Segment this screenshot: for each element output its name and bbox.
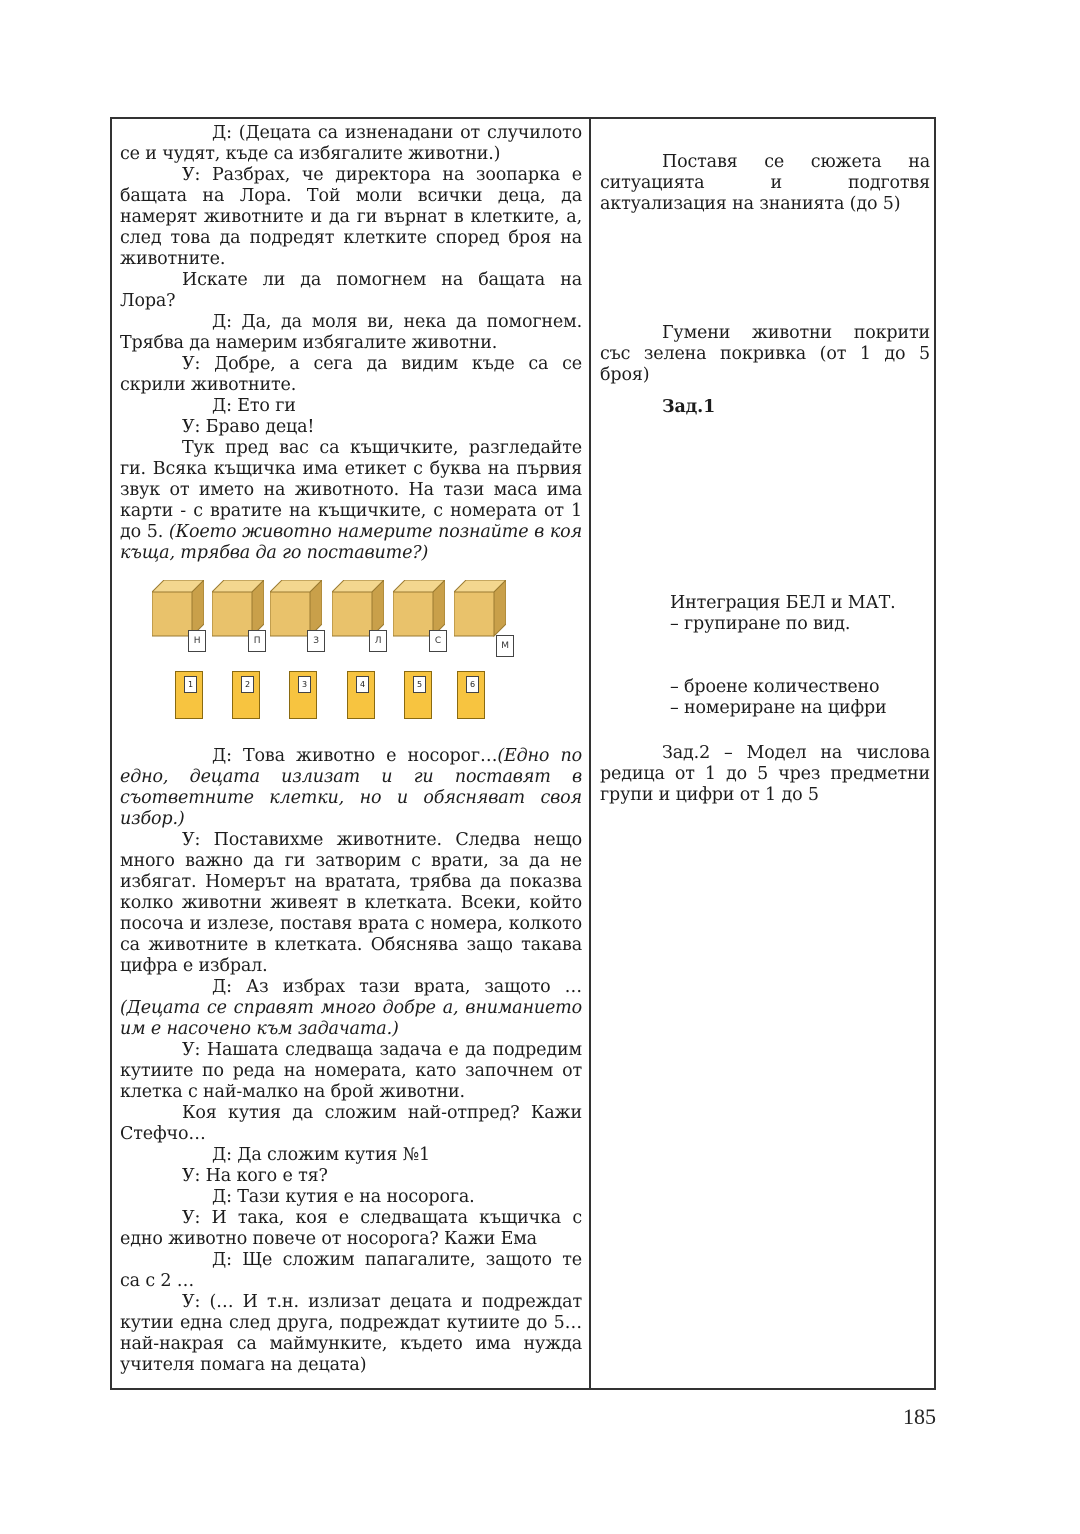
house-box [454, 580, 506, 638]
paragraph: Д: Ето ги [212, 396, 296, 416]
left-column [120, 123, 582, 1376]
door-number: 6 [466, 676, 479, 693]
paragraph [120, 746, 582, 830]
lesson-table [110, 117, 936, 1390]
page-number: 185 [903, 1404, 936, 1429]
paragraph-italic: (Едно по едно, децата излизат и ги поставят в съответните клетки, но и обясняват своя избор.) [120, 746, 582, 829]
paragraph: Коя кутия да сложим най-отпред? Кажи Стефчо… [120, 1103, 582, 1144]
paragraph: Д: Ще сложим папагалите, защото те са с 2 … [120, 1250, 582, 1291]
paragraph-text: Тук пред вас са къщичките, разгледайте ги. Всяка къщичка има етикет с буква на първия звук от името на животното. На тази маса има карти - с вратите на къщичките, с номерата от 1 до 5. [120, 438, 582, 542]
paragraph: Искате ли да помогнем на бащата на Лора? [120, 270, 582, 311]
door-number: 3 [298, 676, 311, 693]
right-note [600, 593, 1000, 635]
right-line: Интеграция БЕЛ и МАТ. [670, 593, 896, 613]
paragraph: У: Разбрах, че директора на зоопарка е бащата на Лора. Той моли всички деца, да намерят животните и да ги върнат в клетките, а, след това да подредят клетките според броя на животните. [120, 165, 582, 269]
door-card [347, 671, 375, 719]
letter-tag: С [429, 630, 447, 652]
paragraph: У: На кого е тя? [182, 1166, 328, 1186]
houses-figure [120, 580, 582, 740]
letter-tag: Н [188, 630, 206, 652]
paragraph: Д: Тази кутия е на носорога. [212, 1187, 475, 1207]
door-card [175, 671, 203, 719]
letter-tag: П [248, 630, 266, 652]
right-line: – номериране на цифри [670, 698, 887, 718]
paragraph: У: Поставихме животните. Следва нещо много важно да ги затворим с врати, за да не избягат. Номерът на вратата, трябва да показва колко животни живеят в клетката. Всеки, който посоча и излезе, поставя врата с номера, колкото са животните в клетката. Обяснява защо такава цифра е избрал. [120, 830, 582, 976]
paragraph-text: Д: Това животно е носорог… [212, 746, 498, 766]
right-line: – броене количествено [670, 677, 880, 697]
paragraph: Д: Да сложим кутия №1 [212, 1145, 431, 1165]
paragraph [120, 438, 582, 564]
paragraph: У: Нашата следваща задача е да подредим кутиите по реда на номерата, като започнем от клетка с най-малко на брой животни. [120, 1040, 582, 1102]
door-card [404, 671, 432, 719]
right-note: Зад.2 – Модел на числова редица от 1 до 5 чрез предметни групи и цифри от 1 до 5 [600, 743, 930, 805]
paragraph: У: (… И т.н. излизат децата и подреждат кутии една след друга, подреждат кутиите до 5… най-накрая са маймунките, където има нужда учителя помага на децата) [120, 1292, 582, 1375]
letter-tag: Л [369, 630, 387, 652]
right-line: – групиране по вид. [670, 614, 851, 634]
right-note [600, 677, 1000, 719]
paragraph [120, 977, 582, 1040]
door-card [457, 671, 485, 719]
paragraph-italic: (Което животно намерите познайте в коя къща, трябва да го поставите?) [120, 522, 583, 563]
task-label: Зад.1 [662, 397, 716, 417]
paragraph: У: Браво деца! [182, 417, 315, 437]
paragraph: У: И така, коя е следващата къщичка с едно животно повече от носорога? Кажи Ема [120, 1208, 582, 1249]
paragraph: У: Добре, а сега да видим къде са се скрили животните. [120, 354, 582, 395]
door-card [232, 671, 260, 719]
door-number: 5 [413, 676, 426, 693]
right-note: Гумени животни покрити със зелена покривка (от 1 до 5 броя) [600, 323, 930, 385]
door-card [289, 671, 317, 719]
paragraph: Д: (Децата са изненадани от случилото се и чудят, къде са избягалите животни.) [120, 123, 582, 164]
door-number: 1 [184, 676, 197, 693]
paragraph: Д: Да, да моля ви, нека да помогнем. Трябва да намерим избягалите животни. [120, 312, 582, 353]
right-note: Поставя се сюжета на ситуацията и подготвя актуализация на знанията (до 5) [600, 152, 930, 214]
door-number: 4 [356, 676, 369, 693]
paragraph-text: Д: Аз избрах тази врата, защото … [212, 977, 582, 997]
door-number: 2 [241, 676, 254, 693]
letter-tag: М [496, 635, 514, 657]
paragraph-italic: (Децата се справят много добре а, вниманието им е насочено към задачата.) [120, 998, 582, 1039]
letter-tag: З [307, 630, 325, 652]
column-divider [589, 119, 591, 1388]
